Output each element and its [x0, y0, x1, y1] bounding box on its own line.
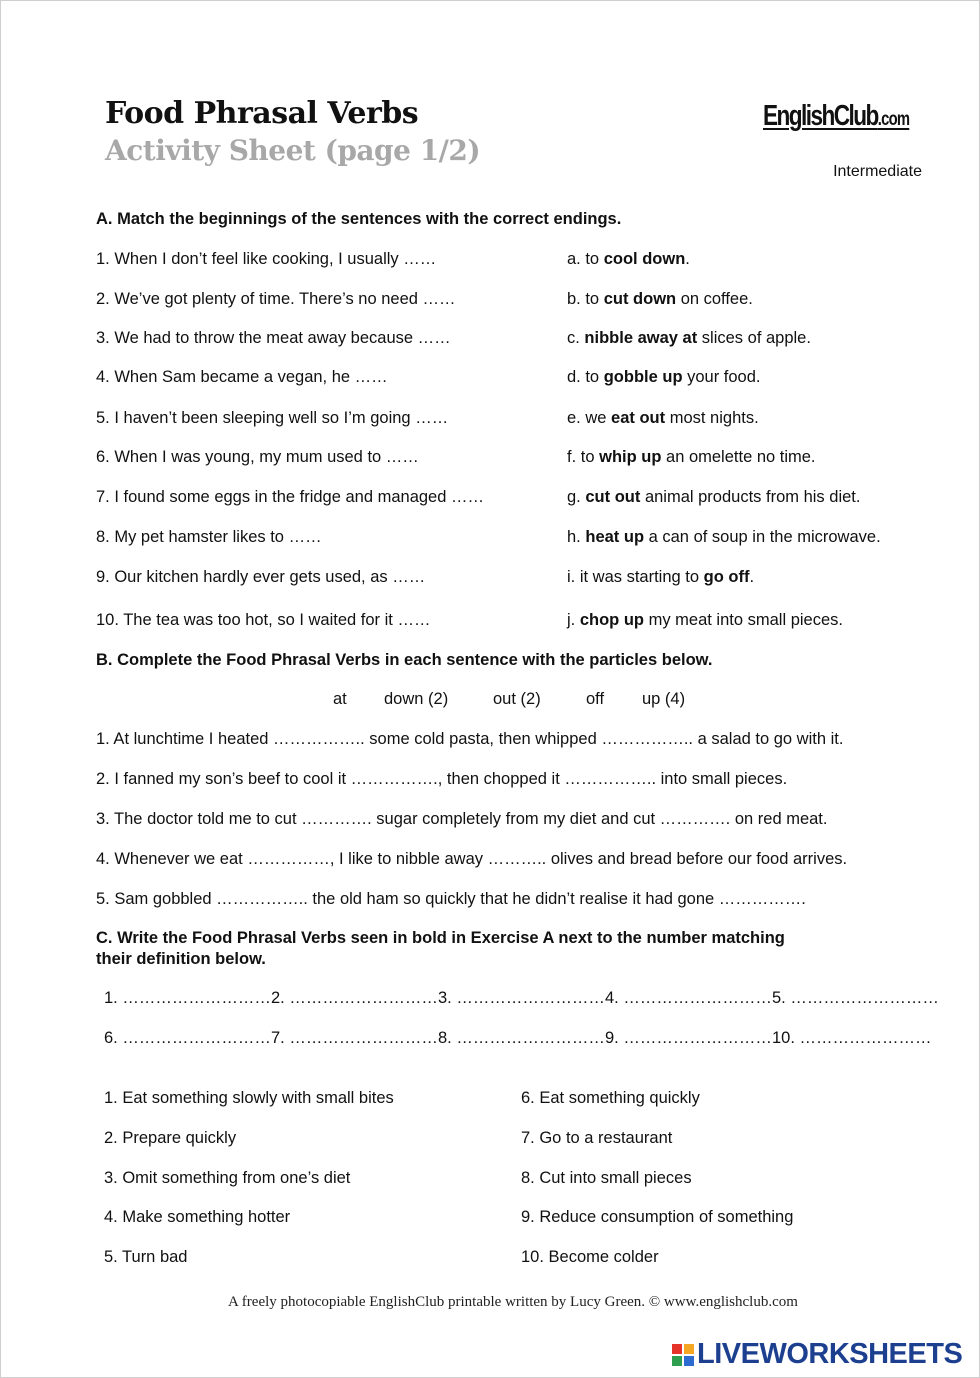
answer-blank[interactable]: 10. ……………………: [772, 1029, 932, 1047]
particle-word: at: [333, 690, 347, 708]
sentence-beginning: 4. When Sam became a vegan, he ……: [96, 368, 388, 386]
answer-blank[interactable]: 6. ………………………: [104, 1029, 271, 1047]
definition-item: 8. Cut into small pieces: [521, 1169, 692, 1187]
answer-blank[interactable]: 7. ………………………: [271, 1029, 438, 1047]
answer-blank[interactable]: 2. ………………………: [271, 989, 438, 1007]
particle-word: down (2): [384, 690, 449, 708]
ending-phrasal-verb: cut down: [603, 290, 677, 308]
fill-in-sentence: 1. At lunchtime I heated …………….. some cold pasta, then whipped …………….. a salad to go with it.: [96, 730, 844, 748]
sentence-beginning: 10. The tea was too hot, so I waited for it ……: [96, 611, 431, 629]
fill-in-sentence: 2. I fanned my son’s beef to cool it ……………., then chopped it …………….. into small pieces.: [96, 770, 788, 788]
sentence-ending: [567, 329, 811, 348]
ending-phrasal-verb: gobble up: [603, 368, 683, 386]
page-subtitle: Activity Sheet (page 1/2): [105, 134, 481, 167]
definition-item: 2. Prepare quickly: [104, 1129, 237, 1147]
definition-item: 1. Eat something slowly with small bites: [104, 1089, 394, 1107]
fill-in-sentence: 4. Whenever we eat ……………, I like to nibble away ……….. olives and bread before our food arrives.: [96, 850, 848, 868]
particle-word: up (4): [642, 690, 686, 708]
sentence-ending: [567, 448, 816, 467]
liveworksheets-wordmark: LIVEWORKSHEETS: [697, 1338, 963, 1370]
ending-prefix: a. to: [567, 250, 604, 268]
ending-suffix: my meat into small pieces.: [644, 611, 843, 629]
ending-suffix: an omelette no time.: [661, 448, 816, 466]
ending-phrasal-verb: heat up: [585, 528, 645, 546]
definition-item: 4. Make something hotter: [104, 1208, 291, 1226]
ending-prefix: e. we: [567, 409, 612, 427]
sentence-beginning: 2. We’ve got plenty of time. There’s no need ……: [96, 290, 456, 308]
sentence-beginning: 7. I found some eggs in the fridge and managed ……: [96, 488, 484, 506]
definition-item: 10. Become colder: [521, 1248, 659, 1266]
ending-suffix: most nights.: [665, 409, 759, 427]
logo-square: [672, 1356, 682, 1366]
definition-item: 6. Eat something quickly: [521, 1089, 700, 1107]
sentence-ending: [567, 409, 759, 428]
section-a-heading: A. Match the beginnings of the sentences with the correct endings.: [96, 210, 622, 228]
sentence-beginning: 6. When I was young, my mum used to ……: [96, 448, 419, 466]
ending-prefix: b. to: [567, 290, 604, 308]
definition-item: 7. Go to a restaurant: [521, 1129, 673, 1147]
logo-square: [672, 1344, 682, 1354]
ending-phrasal-verb: go off: [703, 568, 750, 586]
section-c-heading: C. Write the Food Phrasal Verbs seen in bold in Exercise A next to the number matching: [96, 929, 785, 947]
ending-phrasal-verb: cool down: [603, 250, 686, 268]
answer-blank[interactable]: 3. ………………………: [438, 989, 605, 1007]
level-label: Intermediate: [833, 163, 922, 180]
ending-prefix: i. it was starting to: [567, 568, 704, 586]
sentence-ending: [567, 290, 753, 309]
definition-item: 3. Omit something from one’s diet: [104, 1169, 351, 1187]
ending-suffix: slices of apple.: [697, 329, 811, 347]
sentence-ending: [567, 528, 881, 547]
ending-prefix: f. to: [567, 448, 600, 466]
ending-phrasal-verb: chop up: [579, 611, 644, 629]
sentence-beginning: 3. We had to throw the meat away because ……: [96, 329, 451, 347]
particle-word: off: [586, 690, 605, 708]
ending-prefix: d. to: [567, 368, 604, 386]
liveworksheets-logo: [672, 1338, 962, 1371]
section-b-heading: B. Complete the Food Phrasal Verbs in each sentence with the particles below.: [96, 651, 713, 669]
section-c-heading-continued: their definition below.: [96, 950, 266, 968]
answer-blank[interactable]: 4. ………………………: [605, 989, 772, 1007]
logo-square: [684, 1356, 694, 1366]
definition-item: 9. Reduce consumption of something: [521, 1208, 794, 1226]
sentence-ending: [567, 611, 843, 630]
sentence-beginning: 1. When I don’t feel like cooking, I usually ……: [96, 250, 437, 268]
sentence-ending: [567, 568, 754, 587]
particle-word: out (2): [493, 690, 541, 708]
sentence-beginning: 9. Our kitchen hardly ever gets used, as ……: [96, 568, 426, 586]
sentence-ending: [567, 250, 690, 269]
definition-item: 5. Turn bad: [104, 1248, 188, 1266]
answer-blank[interactable]: 8. ………………………: [438, 1029, 605, 1047]
answer-blank[interactable]: 1. ………………………: [104, 989, 271, 1007]
ending-phrasal-verb: whip up: [599, 448, 662, 466]
ending-prefix: j.: [567, 611, 580, 629]
ending-suffix: a can of soup in the microwave.: [644, 528, 881, 546]
ending-prefix: h.: [567, 528, 586, 546]
ending-suffix: your food.: [682, 368, 761, 386]
ending-suffix: .: [685, 250, 690, 268]
ending-suffix: .: [749, 568, 755, 586]
ending-prefix: g.: [567, 488, 586, 506]
fill-in-sentence: 5. Sam gobbled …………….. the old ham so quickly that he didn’t realise it had gone …………….: [96, 890, 806, 908]
liveworksheets-logo-icon: [672, 1344, 694, 1366]
footer-credit: A freely photocopiable EnglishClub printable written by Lucy Green. © www.englishclub.com: [228, 1294, 798, 1310]
logo-domain: .com: [877, 109, 910, 130]
sentence-beginning: 8. My pet hamster likes to ……: [96, 528, 322, 546]
ending-suffix: animal products from his diet.: [640, 488, 861, 506]
answer-blank[interactable]: 9. ………………………: [605, 1029, 772, 1047]
fill-in-sentence: 3. The doctor told me to cut …………. sugar completely from my diet and cut …………. on red meat.: [96, 810, 828, 828]
englishclub-logo: [763, 100, 909, 133]
page-title: Food Phrasal Verbs: [105, 96, 419, 131]
sentence-ending: [567, 488, 860, 507]
logo-main: EnglishClub: [763, 100, 878, 132]
ending-phrasal-verb: cut out: [585, 488, 641, 506]
answer-blank[interactable]: 5. ………………………: [772, 989, 939, 1007]
sentence-beginning: 5. I haven’t been sleeping well so I’m going ……: [96, 409, 449, 427]
ending-phrasal-verb: nibble away at: [584, 329, 698, 347]
ending-suffix: on coffee.: [676, 290, 753, 308]
ending-phrasal-verb: eat out: [611, 409, 666, 427]
ending-prefix: c.: [567, 329, 585, 347]
logo-square: [684, 1344, 694, 1354]
sentence-ending: [567, 368, 761, 387]
